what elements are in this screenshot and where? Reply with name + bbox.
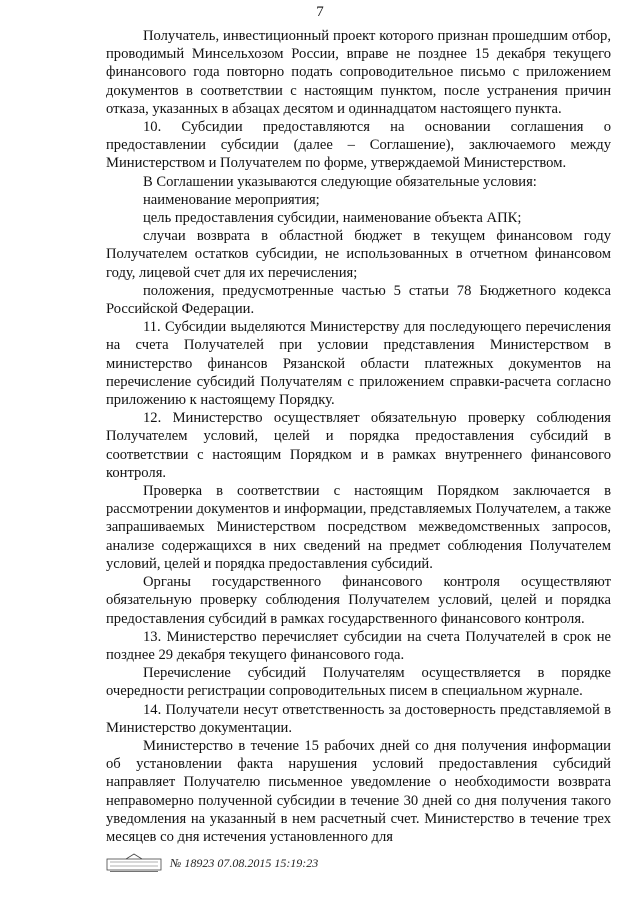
paragraph: положения, предусмотренные частью 5 статьи 78 Бюджетного кодекса Российской Федерации.	[106, 282, 611, 318]
registration-info: № 18923 07.08.2015 15:19:23	[170, 855, 319, 870]
paragraph: 11. Субсидии выделяются Министерству для последующего перечисления на счета Получателей при условии представления Министерством в министерство финансов Рязанской области платежных документов на перечисление субсидий Получателям с приложением справки-расчета согласно приложению к настоящему Порядку.	[106, 319, 611, 409]
paragraph: В Соглашении указываются следующие обязательные условия:	[143, 173, 537, 190]
paragraph: Перечисление субсидий Получателям осуществляется в порядке очередности регистрации сопроводительных писем в специальном журнале.	[106, 665, 611, 700]
paragraph: Министерство в течение 15 рабочих дней со дня получения информации об установлении факта нарушения условий предоставления субсидий направляет Получателю письменное уведомление о необходимости возврата неправомерно полученной субсидии в течение 30 дней со дня получения такого уведомления на указанный в нем расчетный счет. Министерство в течение трех месяцев со дня истечения установленного для	[106, 737, 611, 845]
registration-footer	[106, 852, 318, 874]
paragraph: случаи возврата в областной бюджет в текущем финансовом году Получателем остатков субсидии, не использованных в отчетном финансовом году, лицевой счет для их перечисления;	[106, 228, 611, 281]
paragraph: 14. Получатели несут ответственность за достоверность представляемой в Министерство документации.	[106, 701, 611, 736]
paragraph: 12. Министерство осуществляет обязательную проверку соблюдения Получателем условий, целей и порядка предоставления субсидий в соответствии с настоящим Порядком и в рамках внутреннего финансового контроля.	[106, 410, 611, 481]
paragraph: 13. Министерство перечисляет субсидии на счета Получателей в срок не позднее 29 декабря текущего финансового года.	[106, 628, 611, 663]
registry-logo-icon	[106, 853, 162, 873]
paragraph: наименование мероприятия;	[143, 191, 320, 208]
paragraph: цель предоставления субсидии, наименование объекта АПК;	[143, 210, 522, 227]
paragraph: Проверка в соответствии с настоящим Порядком заключается в рассмотрении документов и информации, представляемых Получателем, а также запрашиваемых Министерством посредством межведомственных запросов, анализе содержащихся в них сведений на предмет соблюдения Получателем условий, целей и порядка предоставления субсидий.	[106, 483, 611, 572]
paragraph: Получатель, инвестиционный проект которого признан прошедшим отбор, проводимый Минсельхозом России, вправе не позднее 15 декабря текущего финансового года повторно подать сопроводительное письмо с приложением документов в соответствии с настоящим пунктом, после устранения причин отказа, указанных в абзацах десятом и одиннадцатом настоящего пункта.	[106, 28, 611, 117]
document-body	[106, 27, 611, 846]
paragraph: 10. Субсидии предоставляются на основании соглашения о предоставлении субсидии (далее – Соглашение), заключаемого между Министерством и Получателем по форме, утверждаемой Министерством.	[106, 119, 611, 172]
page-number: 7	[316, 4, 324, 20]
paragraph: Органы государственного финансового контроля осуществляют обязательную проверку соблюдения Получателем условий, целей и порядка предоставления субсидий в рамках государственного финансового контроля.	[106, 574, 611, 627]
